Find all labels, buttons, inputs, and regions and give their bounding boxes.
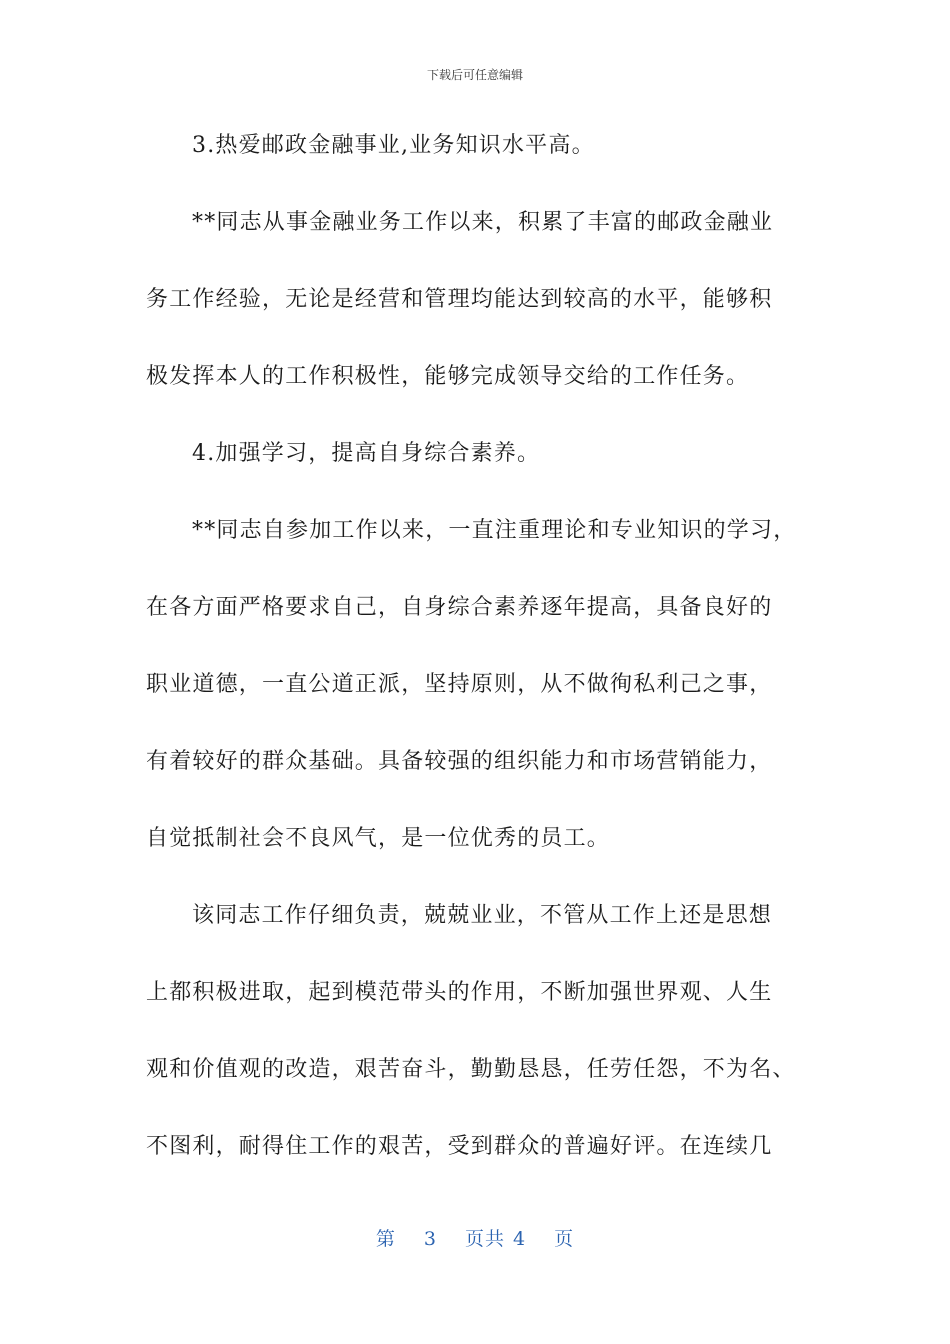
paragraph-line: **同志自参加工作以来，一直注重理论和专业知识的学习， bbox=[192, 518, 797, 543]
paragraph-line: 自觉抵制社会不良风气，是一位优秀的员工。 bbox=[146, 826, 611, 851]
header-note: 下载后可任意编辑 bbox=[426, 68, 523, 82]
current-page-number: 3 bbox=[423, 1228, 437, 1250]
paragraph-line: 上都积极进取，起到模范带头的作用，不断加强世界观、人生 bbox=[146, 980, 773, 1005]
document-body bbox=[146, 126, 806, 1204]
paragraph-line: 该同志工作仔细负责，兢兢业业，不管从工作上还是思想 bbox=[192, 903, 773, 928]
paragraph-line: 4.加强学习，提高自身综合素养。 bbox=[192, 441, 541, 466]
paragraph-line: 在各方面严格要求自己，自身综合素养逐年提高，具备良好的 bbox=[146, 595, 773, 620]
page-footer bbox=[0, 1224, 950, 1251]
paragraph-line: 观和价值观的改造，艰苦奋斗，勤勤恳恳，任劳任怨，不为名、 bbox=[146, 1057, 796, 1082]
footer-middle: 页共 bbox=[464, 1228, 505, 1250]
paragraph-line: 务工作经验，无论是经营和管理均能达到较高的水平，能够积 bbox=[146, 287, 773, 312]
footer-prefix: 第 bbox=[375, 1228, 396, 1250]
paragraph-line: 不图利，耐得住工作的艰苦，受到群众的普遍好评。在连续几 bbox=[146, 1134, 773, 1159]
total-pages-number: 4 bbox=[513, 1228, 527, 1250]
paragraph-line: 职业道德，一直公道正派，坚持原则，从不做徇私利己之事， bbox=[146, 672, 773, 697]
paragraph-line: **同志从事金融业务工作以来，积累了丰富的邮政金融业 bbox=[192, 210, 774, 235]
paragraph-line: 极发挥本人的工作积极性，能够完成领导交给的工作任务。 bbox=[146, 364, 750, 389]
paragraph-line: 3.热爱邮政金融事业,业务知识水平高。 bbox=[192, 133, 595, 158]
footer-suffix: 页 bbox=[554, 1228, 575, 1250]
paragraph-line: 有着较好的群众基础。具备较强的组织能力和市场营销能力， bbox=[146, 749, 773, 774]
